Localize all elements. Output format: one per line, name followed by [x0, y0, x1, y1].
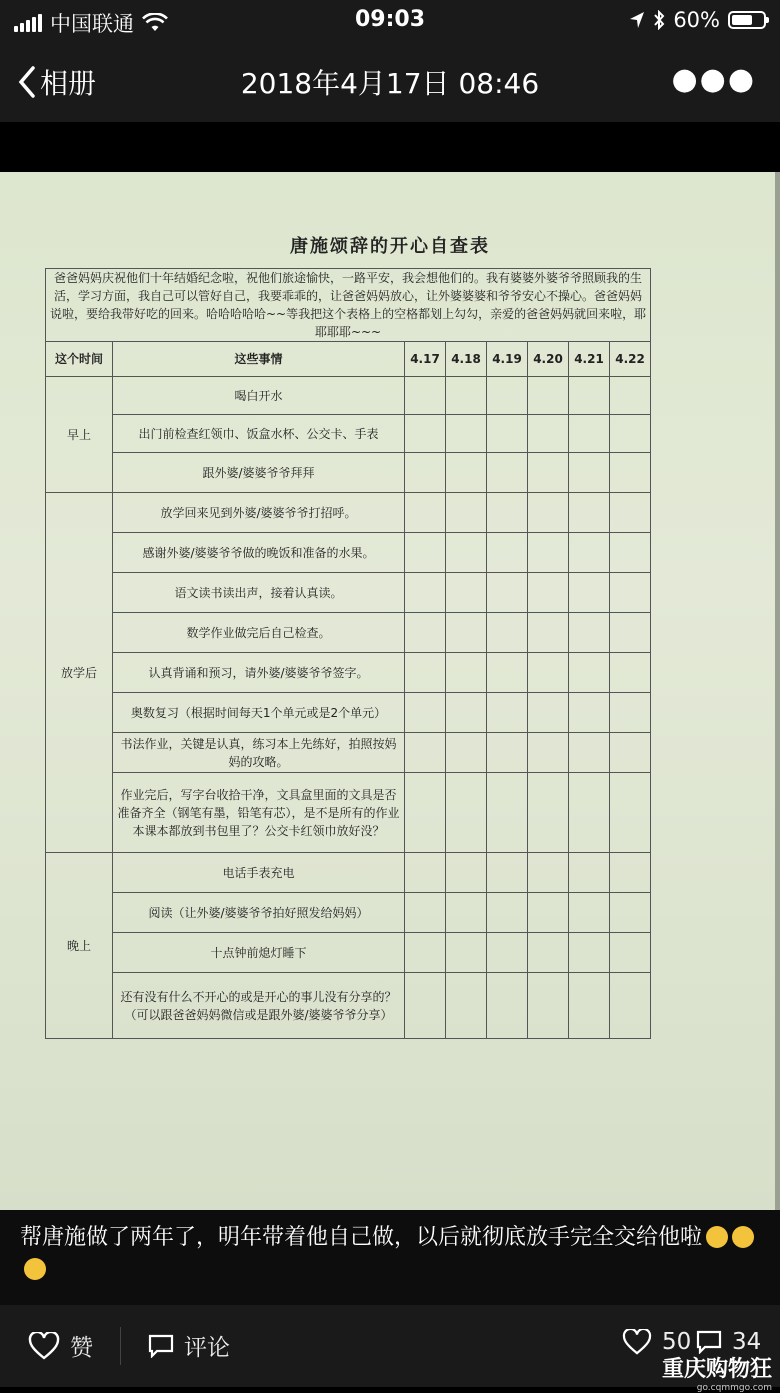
checkbox-cell — [487, 573, 528, 613]
checkbox-cell — [446, 573, 487, 613]
checkbox-cell — [487, 733, 528, 773]
checkbox-cell — [528, 453, 569, 493]
table-row — [46, 573, 651, 613]
checkbox-cell — [405, 853, 446, 893]
table-row — [46, 973, 651, 1039]
task-cell: 还有没有什么不开心的或是开心的事儿没有分享的？（可以跟爸爸妈妈微信或是跟外婆/婆婆爷爷分享） — [113, 973, 405, 1039]
checkbox-cell — [405, 733, 446, 773]
checkbox-cell — [487, 377, 528, 415]
checkbox-cell — [569, 853, 610, 893]
battery-percent: 60% — [673, 8, 720, 32]
checkbox-cell — [446, 733, 487, 773]
task-cell: 跟外婆/婆婆爷爷拜拜 — [113, 453, 405, 493]
checkbox-cell — [528, 653, 569, 693]
checkbox-cell — [446, 893, 487, 933]
table-row — [46, 893, 651, 933]
comment-icon — [696, 1330, 722, 1354]
checkbox-cell — [528, 493, 569, 533]
table-row — [46, 377, 651, 415]
checkbox-cell — [487, 415, 528, 453]
column-header-date: 4.22 — [610, 342, 651, 377]
more-options-icon[interactable]: ●●● — [671, 62, 756, 97]
smile-emoji-icon — [732, 1226, 754, 1248]
heart-icon — [622, 1329, 652, 1355]
checkbox-cell — [487, 493, 528, 533]
checkbox-cell — [610, 933, 651, 973]
checkbox-cell — [528, 693, 569, 733]
checkbox-cell — [569, 533, 610, 573]
time-period-cell: 早上 — [46, 377, 113, 493]
checkbox-cell — [528, 573, 569, 613]
checkbox-cell — [405, 377, 446, 415]
checkbox-cell — [405, 973, 446, 1039]
back-label: 相册 — [40, 67, 97, 100]
checkbox-cell — [569, 733, 610, 773]
checkbox-cell — [610, 893, 651, 933]
checkbox-cell — [405, 453, 446, 493]
checkbox-cell — [487, 973, 528, 1039]
checkbox-cell — [405, 693, 446, 733]
checkbox-cell — [528, 933, 569, 973]
checkbox-cell — [405, 573, 446, 613]
table-row — [46, 415, 651, 453]
checkbox-cell — [610, 453, 651, 493]
checkbox-cell — [528, 773, 569, 853]
checkbox-cell — [569, 693, 610, 733]
column-header-time: 这个时间 — [46, 342, 113, 377]
checkbox-cell — [610, 853, 651, 893]
checkbox-cell — [569, 377, 610, 415]
photo-date-title: 2018年4月17日 08:46 — [240, 67, 540, 100]
task-cell: 电话手表充电 — [113, 853, 405, 893]
table-row — [46, 493, 651, 533]
toolbar-divider — [120, 1327, 121, 1365]
task-cell: 感谢外婆/婆婆爷爷做的晚饭和准备的水果。 — [113, 533, 405, 573]
checkbox-cell — [487, 773, 528, 853]
checkbox-cell — [610, 533, 651, 573]
checklist-paper — [0, 172, 780, 1210]
intro-text: 爸爸妈妈庆祝他们十年结婚纪念啦，祝他们旅途愉快，一路平安，我会想他们的。我有婆婆外婆爷爷照顾我的生活，学习方面，我自己可以管好自己，我要乖乖的，让爸爸妈妈放心，让外婆婆婆和爷爷安心不操心。爸爸妈妈说啦，要给我带好吃的回来。哈哈哈哈哈~~等我把这个表格上的空格都划上勾勾，亲爱的爸爸妈妈就回来啦，耶耶耶耶~~~ — [46, 269, 651, 342]
smile-emoji-icon — [24, 1258, 46, 1280]
checkbox-cell — [446, 773, 487, 853]
checkbox-cell — [446, 693, 487, 733]
checkbox-cell — [446, 493, 487, 533]
checkbox-cell — [446, 973, 487, 1039]
checkbox-cell — [446, 377, 487, 415]
checkbox-cell — [569, 653, 610, 693]
heart-icon — [28, 1332, 60, 1360]
checkbox-cell — [569, 493, 610, 533]
task-cell: 数学作业做完后自己检查。 — [113, 613, 405, 653]
nav-bar — [0, 40, 780, 122]
task-cell: 喝白开水 — [113, 377, 405, 415]
checkbox-cell — [610, 653, 651, 693]
like-button[interactable] — [28, 1329, 93, 1362]
checkbox-cell — [528, 377, 569, 415]
checkbox-cell — [528, 853, 569, 893]
table-row — [46, 853, 651, 893]
checkbox-cell — [405, 933, 446, 973]
checkbox-cell — [446, 613, 487, 653]
checkbox-cell — [487, 693, 528, 733]
checkbox-cell — [446, 933, 487, 973]
like-label: 赞 — [70, 1335, 93, 1361]
checkbox-cell — [446, 653, 487, 693]
checkbox-cell — [569, 573, 610, 613]
time-period-cell: 放学后 — [46, 493, 113, 853]
checkbox-cell — [487, 933, 528, 973]
comment-button[interactable] — [148, 1329, 230, 1362]
task-cell: 奥数复习（根据时间每天1个单元或是2个单元） — [113, 693, 405, 733]
checkbox-cell — [446, 415, 487, 453]
comment-label: 评论 — [184, 1335, 230, 1361]
watermark-name: 重庆购物狂 — [661, 1357, 772, 1382]
checkbox-cell — [528, 415, 569, 453]
checkbox-cell — [405, 893, 446, 933]
checkbox-cell — [569, 773, 610, 853]
checkbox-cell — [569, 933, 610, 973]
table-row — [46, 733, 651, 773]
task-cell: 作业完后，写字台收拾干净，文具盒里面的文具是否准备齐全（钢笔有墨，铅笔有芯），是不是所有的作业本课本都放到书包里了？公交卡红领巾放好没？ — [113, 773, 405, 853]
photo-caption — [0, 1210, 780, 1305]
checkbox-cell — [569, 453, 610, 493]
column-header-date: 4.20 — [528, 342, 569, 377]
column-header-date: 4.17 — [405, 342, 446, 377]
checkbox-cell — [405, 493, 446, 533]
checkbox-cell — [610, 573, 651, 613]
checkbox-cell — [405, 533, 446, 573]
checkbox-cell — [569, 415, 610, 453]
checkbox-cell — [528, 613, 569, 653]
task-cell: 十点钟前熄灯睡下 — [113, 933, 405, 973]
checkbox-cell — [487, 893, 528, 933]
checklist-table — [45, 268, 651, 1039]
table-row — [46, 533, 651, 573]
photo[interactable] — [0, 172, 780, 1210]
like-count: 50 — [662, 1329, 692, 1355]
task-cell: 认真背诵和预习，请外婆/婆婆爷爷签字。 — [113, 653, 405, 693]
checkbox-cell — [446, 533, 487, 573]
checkbox-cell — [528, 733, 569, 773]
checkbox-cell — [569, 893, 610, 933]
document-title: 唐施颂辞的开心自查表 — [290, 236, 490, 257]
checkbox-cell — [610, 493, 651, 533]
status-bar — [0, 0, 780, 40]
clock: 09:03 — [354, 7, 426, 32]
table-row — [46, 773, 651, 853]
checkbox-cell — [446, 453, 487, 493]
checkbox-cell — [610, 613, 651, 653]
checkbox-cell — [487, 613, 528, 653]
checkbox-cell — [487, 653, 528, 693]
task-cell: 语文读书读出声，接着认真读。 — [113, 573, 405, 613]
comment-icon — [148, 1334, 174, 1358]
task-cell: 阅读（让外婆/婆婆爷爷拍好照发给妈妈） — [113, 893, 405, 933]
checkbox-cell — [487, 853, 528, 893]
checkbox-cell — [487, 533, 528, 573]
checkbox-cell — [610, 973, 651, 1039]
column-header-date: 4.21 — [569, 342, 610, 377]
task-cell: 出门前检查红领巾、饭盒水杯、公交卡、手表 — [113, 415, 405, 453]
smile-emoji-icon — [706, 1226, 728, 1248]
battery-icon — [728, 11, 766, 29]
column-header-date: 4.19 — [487, 342, 528, 377]
time-period-cell: 晚上 — [46, 853, 113, 1039]
checkbox-cell — [405, 653, 446, 693]
comment-count: 34 — [732, 1329, 762, 1355]
checkbox-cell — [610, 773, 651, 853]
checkbox-cell — [528, 533, 569, 573]
paper-edge — [775, 172, 780, 1210]
checkbox-cell — [487, 453, 528, 493]
task-cell: 书法作业，关键是认真，练习本上先练好，拍照按妈妈的攻略。 — [113, 733, 405, 773]
watermark-url: go.cqmmgo.com — [696, 1383, 772, 1393]
table-row — [46, 613, 651, 653]
checkbox-cell — [405, 613, 446, 653]
location-icon — [629, 11, 645, 29]
checkbox-cell — [610, 415, 651, 453]
checkbox-cell — [405, 415, 446, 453]
table-row — [46, 693, 651, 733]
column-header-tasks: 这些事情 — [113, 342, 405, 377]
checkbox-cell — [569, 973, 610, 1039]
table-row — [46, 933, 651, 973]
task-cell: 放学回来见到外婆/婆婆爷爷打招呼。 — [113, 493, 405, 533]
bluetooth-icon — [653, 10, 665, 30]
checkbox-cell — [528, 893, 569, 933]
checkbox-cell — [405, 773, 446, 853]
column-header-date: 4.18 — [446, 342, 487, 377]
checkbox-cell — [569, 613, 610, 653]
checkbox-cell — [610, 693, 651, 733]
checkbox-cell — [610, 733, 651, 773]
caption-text: 帮唐施做了两年了，明年带着他自己做，以后就彻底放手完全交给他啦 — [20, 1225, 703, 1250]
table-row — [46, 653, 651, 693]
checkbox-cell — [610, 377, 651, 415]
checkbox-cell — [446, 853, 487, 893]
carrier-label: 中国联通 — [50, 12, 134, 36]
table-row — [46, 453, 651, 493]
checkbox-cell — [528, 973, 569, 1039]
